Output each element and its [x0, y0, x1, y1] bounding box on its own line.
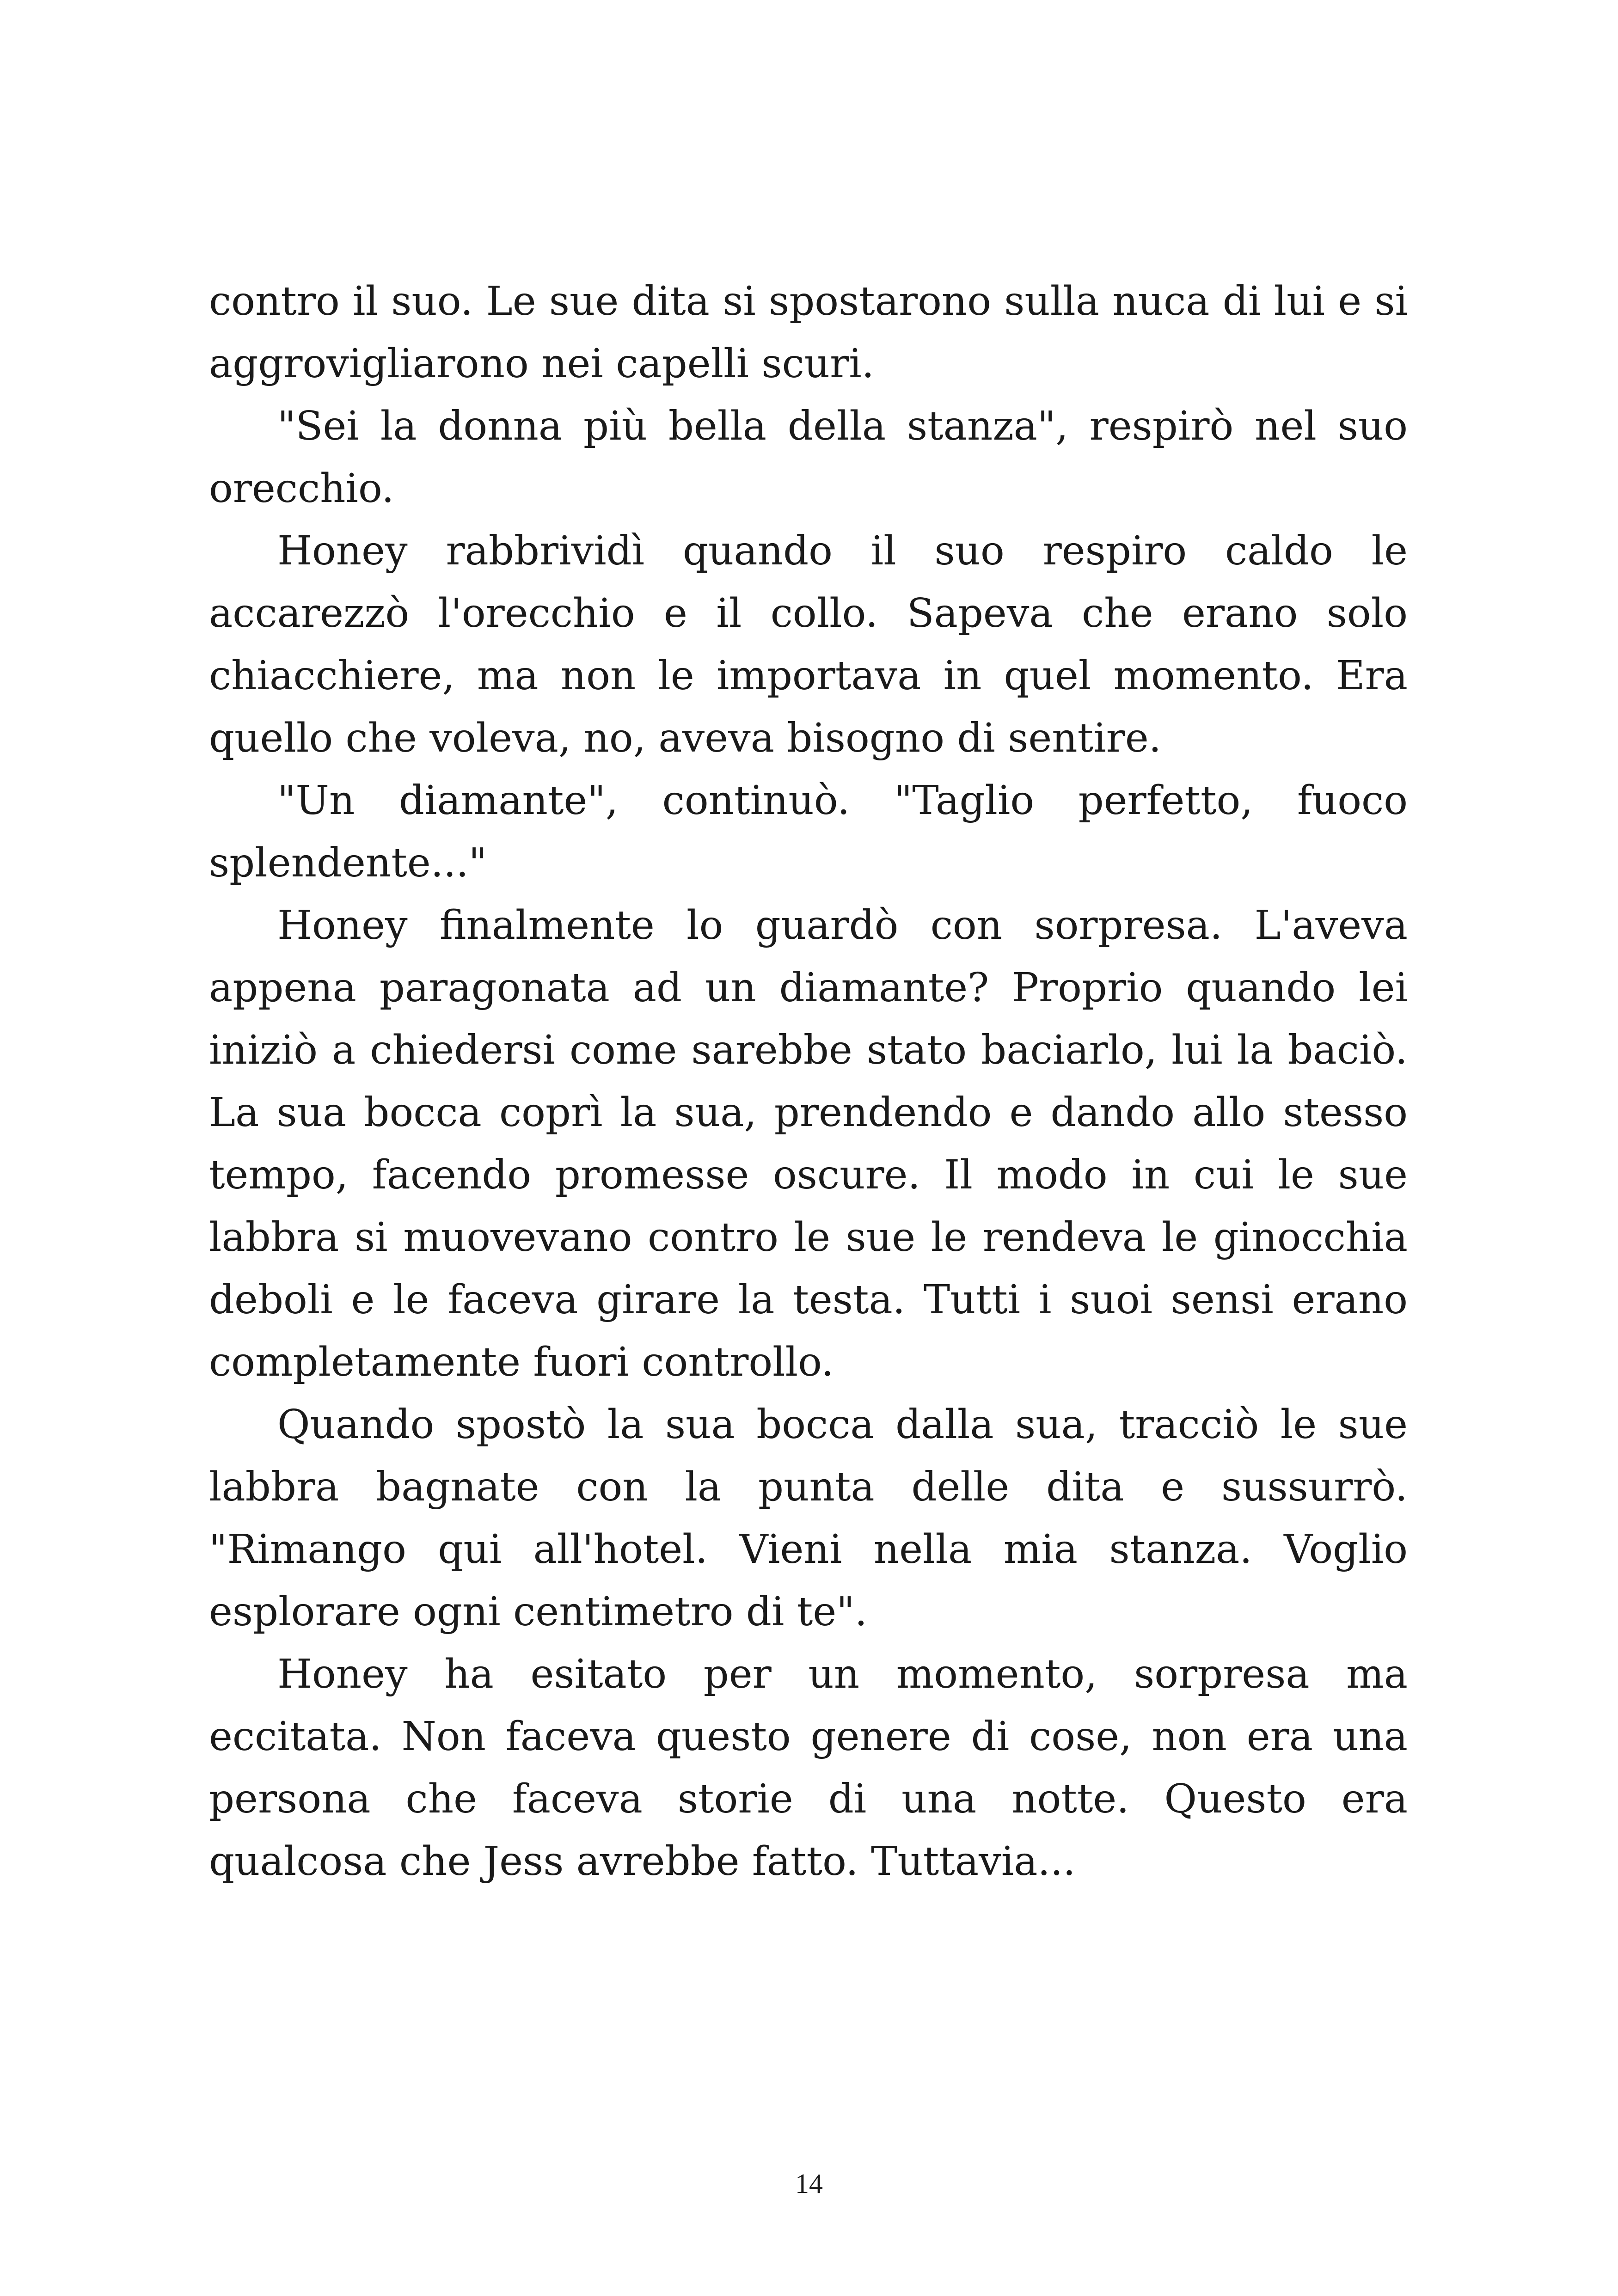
paragraph-6: Quando spostò la sua bocca dalla sua, tracciò le sue labbra bagnate con la punta delle dita e sussurrò. "Rimango qui all'hotel. Vieni nella mia stanza. Voglio esplorare ogni centimetro di te".: [209, 1402, 1408, 1635]
paragraph-7: Honey ha esitato per un momento, sorpresa ma eccitata. Non faceva questo genere di cose, non era una persona che faceva storie di una notte. Questo era qualcosa che Jess avrebbe fatto. Tuttavia...: [209, 1651, 1408, 1885]
paragraph-4: "Un diamante", continuò. "Taglio perfetto, fuoco splendente...": [209, 778, 1408, 886]
page-number: 14: [795, 2168, 823, 2199]
paragraph-5: Honey finalmente lo guardò con sorpresa. L'aveva appena paragonata ad un diamante? Proprio quando lei iniziò a chiedersi come sarebbe stato baciarlo, lui la baciò. La sua bocca coprì la sua, prendendo e dando allo stesso tempo, facendo promesse oscure. Il modo in cui le sue labbra si muovevano contro le sue le rendeva le ginocchia deboli e le faceva girare la testa. Tutti i suoi sensi erano completamente fuori controllo.: [209, 902, 1408, 1385]
paragraph-1: contro il suo. Le sue dita si spostarono sulla nuca di lui e si aggrovigliarono nei capelli scuri.: [209, 278, 1408, 387]
paragraph-2: "Sei la donna più bella della stanza", respirò nel suo orecchio.: [209, 403, 1408, 512]
body-text: [209, 270, 1408, 1893]
paragraph-3: Honey rabbrividì quando il suo respiro caldo le accarezzò l'orecchio e il collo. Sapeva che erano solo chiacchiere, ma non le importava in quel momento. Era quello che voleva, no, aveva bisogno di sentire.: [209, 528, 1408, 761]
